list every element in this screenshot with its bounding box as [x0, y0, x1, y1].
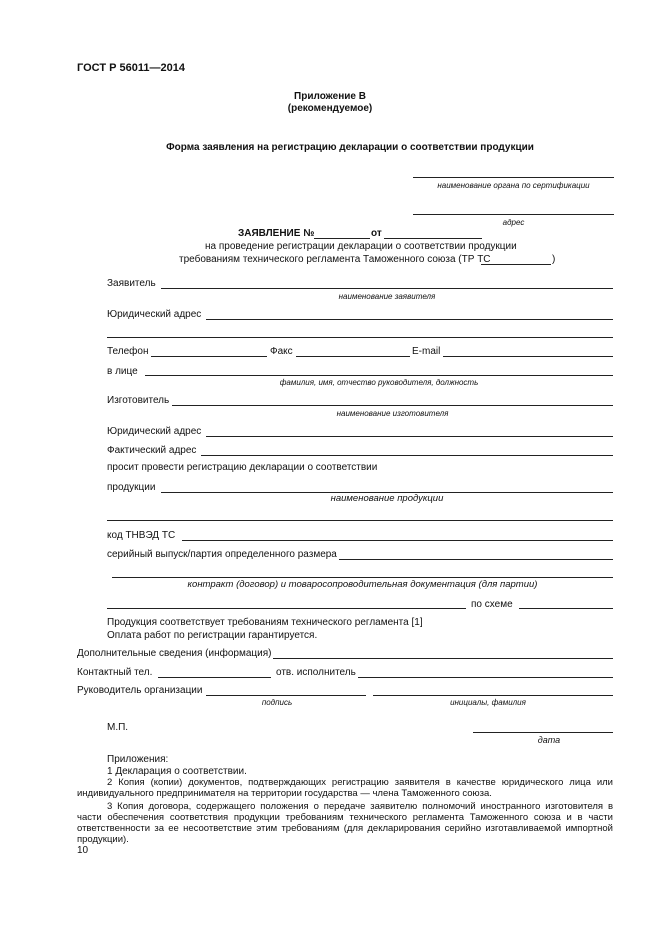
phone-label: Телефон — [107, 346, 149, 357]
attachment-item2: 2 Копия (копии) документов, подтверждающих регистрацию заявителя в качестве юридического лица или индивидуального предпринимателя на территории государства — члена Таможенного союза. — [77, 777, 613, 799]
manufacturer-label: Изготовитель — [107, 395, 170, 406]
executor-line[interactable] — [358, 677, 613, 678]
address-caption: адрес — [502, 218, 525, 227]
payment-text: Оплата работ по регистрации гарантируется. — [107, 630, 318, 641]
legal-address-line2[interactable] — [107, 337, 613, 338]
scheme-label: по схеме — [471, 599, 513, 610]
applicant-caption: наименование заявителя — [338, 292, 436, 301]
represented-caption: фамилия, имя, отчество руководителя, должность — [279, 378, 479, 387]
statement-line2-start: требованиям технического регламента Таможенного союза (ТР ТС — [179, 254, 491, 265]
applicant-label: Заявитель — [107, 278, 156, 289]
attachment-item3: 3 Копия договора, содержащего положения о передаче заявителю полномочий иностранного изготовителя в части обеспечения соответствия продукции требованиям технического регламента Таможенного союза и в части ответственности за ее несоответствие этим требованиям (для декларирования серийно изготавливаемой импортной продукции). — [77, 801, 613, 845]
signature-caption: подпись — [261, 698, 293, 707]
date-line[interactable] — [473, 732, 613, 733]
email-label: E-mail — [412, 346, 441, 357]
seal-label: М.П. — [107, 722, 129, 733]
executor-label: отв. исполнитель — [276, 667, 356, 678]
legal-address2-label: Юридический адрес — [107, 426, 202, 437]
tr-ts-line[interactable] — [481, 264, 551, 265]
manufacturer-caption: наименование изготовителя — [336, 409, 449, 418]
applicant-line[interactable] — [161, 288, 613, 289]
actual-address-label: Фактический адрес — [107, 445, 197, 456]
standard-code: ГОСТ Р 56011—2014 — [77, 62, 185, 74]
statement-date-line[interactable] — [384, 238, 482, 239]
serial-label: серийный выпуск/партия определенного размера — [107, 549, 337, 560]
email-line[interactable] — [443, 356, 613, 357]
compliance-text: Продукция соответствует требованиям технического регламента [1] — [107, 617, 423, 628]
date-caption: дата — [537, 735, 561, 745]
products-caption: наименование продукции — [330, 493, 444, 504]
represented-label: в лице — [107, 366, 138, 377]
head-label: Руководитель организации — [77, 685, 203, 696]
cert-body-line[interactable] — [413, 177, 614, 178]
statement-line1: на проведение регистрации декларации о соответствии продукции — [205, 241, 517, 252]
statement-line2-end: ) — [552, 254, 556, 265]
phone-line[interactable] — [151, 356, 267, 357]
statement-number-line[interactable] — [314, 238, 370, 239]
legal-address2-line[interactable] — [206, 436, 613, 437]
actual-address-line[interactable] — [201, 455, 613, 456]
manufacturer-line[interactable] — [172, 405, 613, 406]
statement-from-label: от — [371, 228, 382, 239]
appendix-title: Приложение В — [294, 91, 366, 102]
signature-line[interactable] — [206, 695, 366, 696]
represented-line[interactable] — [145, 375, 613, 376]
contract-line[interactable] — [112, 577, 613, 578]
contact-phone-line[interactable] — [158, 677, 271, 678]
fax-label: Факс — [270, 346, 293, 357]
scheme-line[interactable] — [519, 608, 613, 609]
serial-line[interactable] — [339, 559, 613, 560]
request-text: просит провести регистрацию декларации о соответствии — [107, 462, 378, 473]
products-label: продукции — [107, 482, 156, 493]
page-number: 10 — [77, 845, 89, 856]
additional-line[interactable] — [273, 658, 613, 659]
legal-address-label: Юридический адрес — [107, 309, 202, 320]
contact-phone-label: Контактный тел. — [77, 667, 153, 678]
initials-caption: инициалы, фамилия — [450, 698, 526, 707]
tnved-label: код ТНВЭД ТС — [107, 530, 176, 541]
statement-heading: ЗАЯВЛЕНИЕ № — [238, 228, 315, 239]
cert-body-caption: наименование органа по сертификации — [437, 181, 590, 190]
attachment-item1: 1 Декларация о соответствии. — [107, 766, 247, 777]
address-line[interactable] — [413, 214, 614, 215]
contract-caption: контракт (договор) и товаросопроводительная документация (для партии) — [187, 579, 538, 590]
additional-label: Дополнительные сведения (информация) — [77, 648, 272, 659]
legal-address-line[interactable] — [206, 319, 613, 320]
form-title: Форма заявления на регистрацию декларации о соответствии продукции — [166, 142, 534, 153]
products-line2[interactable] — [107, 520, 613, 521]
attachments-title: Приложения: — [107, 754, 169, 765]
initials-line[interactable] — [373, 695, 613, 696]
scheme-prefix-line[interactable] — [107, 608, 466, 609]
fax-line[interactable] — [296, 356, 410, 357]
appendix-subtitle: (рекомендуемое) — [287, 103, 373, 114]
tnved-line[interactable] — [182, 540, 613, 541]
